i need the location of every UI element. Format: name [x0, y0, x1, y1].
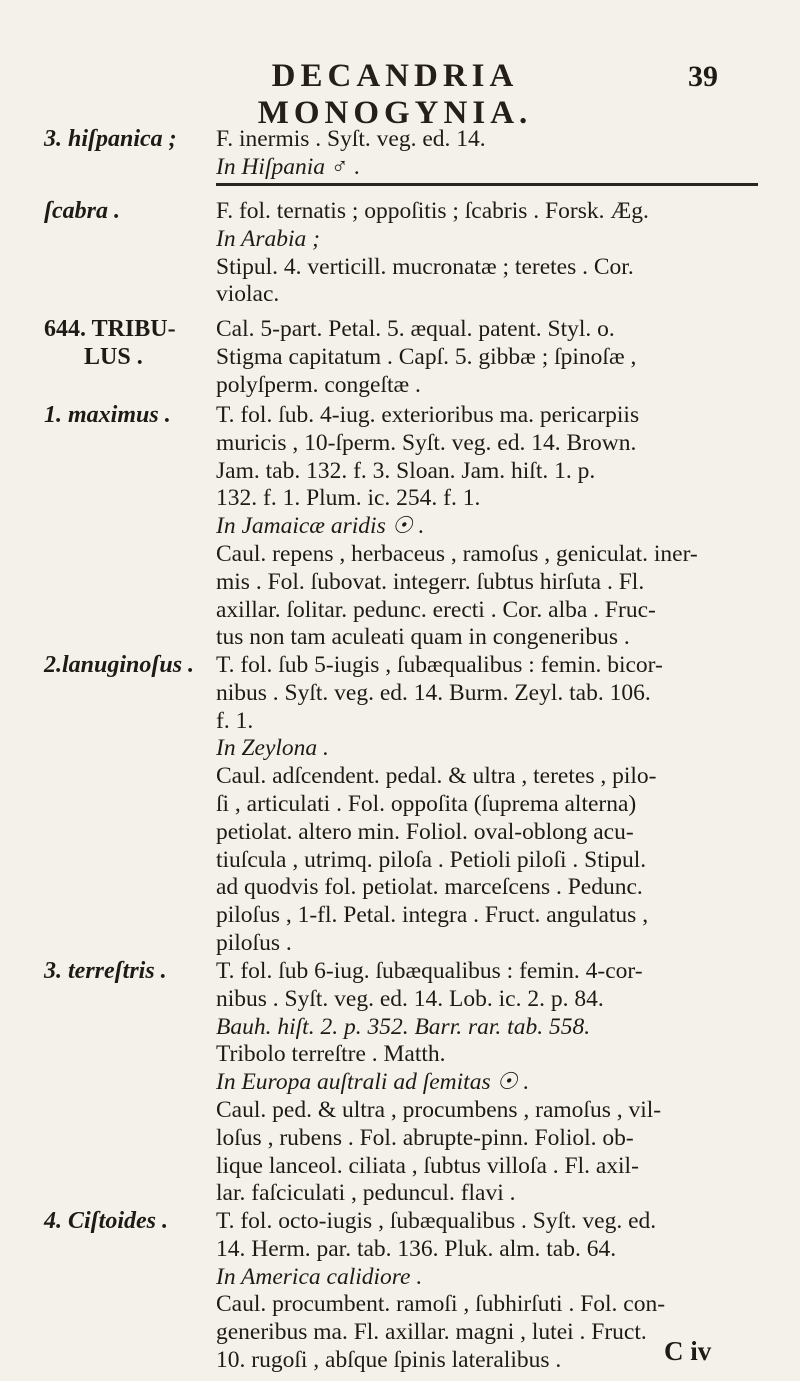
text-line: lar. faſciculati , peduncul. flavi . [216, 1180, 516, 1207]
text-line: Cal. 5-part. Petal. 5. æqual. patent. Styl. o. [216, 316, 615, 342]
entry-label: 3. hiſpanica ; [44, 126, 177, 152]
text-line: Stipul. 4. verticill. mucronatæ ; teretes . Cor. [216, 253, 634, 280]
entry-text [216, 652, 776, 958]
text-line: Caul. procumbent. ramoſi , ſubhirſuti . Fol. con- [216, 1291, 666, 1318]
text-line: Jam. tab. 132. f. 3. Sloan. Jam. hiſt. 1. p. [216, 457, 596, 484]
entry-text [216, 198, 776, 309]
entry-label: 1. maximus . [44, 402, 171, 428]
text-line: 132. f. 1. Plum. ic. 254. f. 1. [216, 485, 481, 512]
section-rule [216, 183, 758, 186]
genus-name-label: LUS . [84, 344, 143, 370]
text-line: f. 1. [216, 707, 254, 734]
text-line: mis . Fol. ſubovat. integerr. ſubtus hirſuta . Fl. [216, 568, 645, 595]
entry-text [216, 958, 776, 1208]
text-line: T. fol. ſub. 4-iug. exterioribus ma. pericarpiis [216, 402, 640, 428]
text-line: Caul. repens , herbaceus , ramoſus , geniculat. iner- [216, 540, 698, 567]
entry-label: 2.lanuginoſus . [44, 652, 195, 678]
text-line: Caul. ped. & ultra , procumbens , ramoſus , vil- [216, 1096, 662, 1123]
text-line: F. fol. ternatis ; oppoſitis ; ſcabris . Forsk. Æg. [216, 198, 649, 224]
text-line: ſi , articulati . Fol. oppoſita (ſuprema alterna) [216, 790, 637, 817]
catchword: C iv [664, 1336, 712, 1366]
text-line: piloſus . [216, 929, 292, 956]
entry-label: 4. Ciſtoides . [44, 1208, 168, 1234]
running-head-title: DECANDRIA MONOGYNIA. [257, 58, 533, 131]
entry-text [216, 126, 776, 182]
entry-text [216, 402, 776, 652]
text-line: In Jamaicæ aridis ☉ . [216, 513, 425, 540]
text-line: muricis , 10-ſperm. Syſt. veg. ed. 14. Brown. [216, 429, 637, 456]
running-head [0, 58, 800, 131]
text-line: generibus ma. Fl. axillar. magni , lutei . Fruct. [216, 1319, 647, 1345]
text-line: T. fol. ſub 6-iug. ſubæqualibus : femin. 4-cor- [216, 958, 643, 984]
genus-number-label: 644. TRIBU- [44, 316, 176, 342]
entry-text [216, 316, 776, 399]
text-line: lique lanceol. ciliata , ſubtus villoſa . Fl. axil- [216, 1152, 639, 1179]
text-line: 14. Herm. par. tab. 136. Pluk. alm. tab. 64. [216, 1235, 617, 1262]
text-line: Stigma capitatum . Capſ. 5. gibbæ ; ſpinoſæ , [216, 343, 637, 370]
text-line: piloſus , 1-fl. Petal. integra . Fruct. angulatus , [216, 902, 649, 929]
text-line: Tribolo terreſtre . Matth. [216, 1041, 446, 1068]
text-line: petiolat. altero min. Foliol. oval-oblong acu- [216, 818, 634, 845]
text-line: polyſperm. congeſtæ . [216, 371, 421, 398]
text-line: Caul. adſcendent. pedal. & ultra , teretes , pilo- [216, 763, 657, 790]
text-line: ad quodvis fol. petiolat. marceſcens . Pedunc. [216, 874, 643, 901]
text-line: Bauh. hiſt. 2. p. 352. Barr. rar. tab. 558. [216, 1013, 591, 1040]
text-line: loſus , rubens . Fol. abrupte-pinn. Foliol. ob- [216, 1124, 634, 1151]
entry-label: 3. terreſtris . [44, 958, 167, 984]
text-line: 10. rugoſi , abſque ſpinis lateralibus . [216, 1346, 562, 1373]
page-number: 39 [688, 60, 718, 93]
text-line: In Hiſpania ♂ . [216, 153, 361, 180]
text-line: violac. [216, 281, 280, 308]
text-line: nibus . Syſt. veg. ed. 14. Burm. Zeyl. tab. 106. [216, 679, 651, 706]
text-line: In Zeylona . [216, 735, 329, 762]
text-line: F. inermis . Syſt. veg. ed. 14. [216, 126, 486, 152]
text-line: In Arabia ; [216, 225, 321, 252]
text-line: T. fol. ſub 5-iugis , ſubæqualibus : femin. bicor- [216, 652, 663, 678]
text-line: axillar. ſolitar. pedunc. erecti . Cor. alba . Fruc- [216, 596, 656, 623]
text-line: nibus . Syſt. veg. ed. 14. Lob. ic. 2. p. 84. [216, 985, 604, 1012]
text-line: In America calidiore . [216, 1263, 423, 1290]
text-line: tiuſcula , utrimq. piloſa . Petioli piloſi . Stipul. [216, 846, 647, 873]
entry-text [216, 1208, 776, 1319]
text-line: tus non tam aculeati quam in congeneribus . [216, 624, 630, 651]
entry-label: ſcabra . [44, 198, 120, 224]
text-line: In Europa auſtrali ad ſemitas ☉ . [216, 1069, 530, 1096]
text-line: T. fol. octo-iugis , ſubæqualibus . Syſt. veg. ed. [216, 1208, 657, 1234]
